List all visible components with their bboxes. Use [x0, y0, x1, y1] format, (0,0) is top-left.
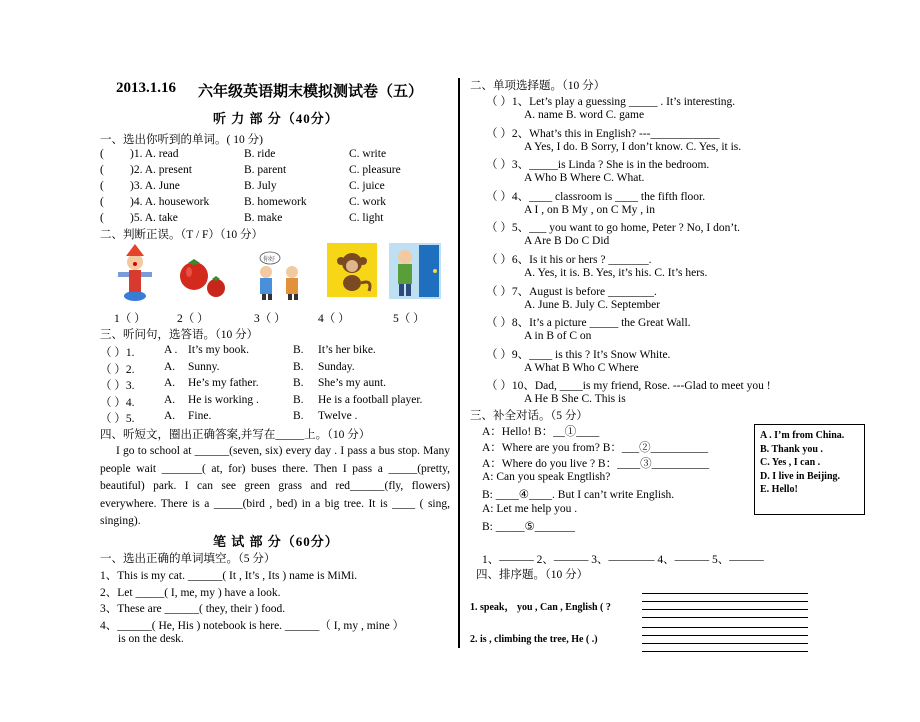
- write1-line: 4、______( He, His ) notebook is here. ______（ I, my , mine ）: [100, 619, 405, 632]
- dialog-answer-line: 1、——— 2、——— 3、———— 4、——— 5、———: [482, 554, 764, 566]
- mc-options: A I , on B My , on C My , in: [524, 203, 655, 216]
- listen3-cell: （ ）4.: [100, 396, 135, 409]
- dialog-option: C. Yes , I can .: [760, 457, 821, 468]
- write1-line: 3、These are ______( they, their ) food.: [100, 603, 286, 615]
- dialog-option: E. Hello!: [760, 484, 798, 495]
- listen3-cell: A.: [164, 410, 176, 422]
- listen1-cell: B. parent: [244, 164, 287, 176]
- listening-section-title: 听 力 部 分（40分）: [213, 111, 339, 126]
- speech-bubble-text: 你好: [263, 256, 276, 263]
- listen3-cell: B.: [293, 360, 304, 373]
- listen1-cell: )3. A. June: [130, 180, 180, 192]
- answer-line: [642, 593, 808, 594]
- listen3-cell: B.: [293, 393, 304, 406]
- mc-heading: 二、单项选择题。（10 分）: [470, 80, 606, 92]
- order-item-2: 2. is , climbing the tree, He ( .): [470, 634, 598, 645]
- listen1-cell: )5. A. take: [130, 212, 178, 224]
- listen3-cell: A.: [164, 393, 176, 406]
- answer-line: [642, 627, 808, 628]
- mc-question: （ ）1、Let’s play a guessing _____ . It’s interesting.: [486, 96, 736, 108]
- listen1-heading: 一、选出你听到的单词。( 10 分): [100, 134, 263, 146]
- tomatoes-picture: [176, 254, 232, 302]
- dialog-line: A: Let me help you .: [482, 503, 578, 515]
- listen1-cell: )4. A. housework: [130, 196, 210, 208]
- listen3-cell: B.: [293, 377, 304, 389]
- mc-options: A. name B. word C. game: [524, 109, 645, 121]
- mc-options: A He B She C. This is: [524, 393, 626, 406]
- listen1-cell: (: [100, 148, 104, 160]
- listen2-heading: 二、判断正误。（T / F）（10 分）: [100, 229, 264, 241]
- writing-section-title: 笔 试 部 分（60分）: [213, 534, 339, 549]
- clown-picture: [112, 244, 158, 302]
- listen1-cell: B. make: [244, 212, 283, 224]
- listen1-cell: C. write: [349, 148, 387, 160]
- answer-line: [642, 635, 808, 636]
- listen4-passage: I go to school at ______(seven, six) every day . I pass a bus stop. Many people wait _______( at, for) buses there. Then I pass a _____(pretty, beautiful) park. I can see green grass and red______(fly, flowers) everywhere. There is a _____(bird , bed) in a big tree. It is ____ ( sing, singing).: [100, 445, 450, 527]
- listen4-heading: 四、听短文，圈出正确答案,并写在_____上。（10 分）: [100, 429, 371, 441]
- listen1-cell: C. pleasure: [349, 164, 401, 176]
- listen1-cell: (: [100, 196, 104, 208]
- tf-answer-blank: 3（ ）: [254, 313, 286, 325]
- tf-answer-blank: 2（ ）: [177, 313, 209, 325]
- write1-heading: 一、选出正确的单词填空。（5 分）: [100, 553, 276, 565]
- answer-line: [642, 609, 808, 610]
- mc-question: （ ）3、_____is Linda ? She is in the bedroom.: [486, 159, 710, 172]
- listen1-cell: B. July: [244, 180, 277, 192]
- dialog-option: B. Thank you .: [760, 443, 823, 455]
- mc-options: A Yes, I do. B Sorry, I don’t know. C. Yes, it is.: [524, 140, 742, 153]
- mc-options: A Who B Where C. What.: [524, 172, 645, 185]
- listen3-cell: He is a football player.: [318, 393, 423, 406]
- write1-line: 2、Let _____( I, me, my ) have a look.: [100, 586, 281, 599]
- listen3-cell: Fine.: [188, 410, 212, 422]
- mc-options: A. June B. July C. September: [524, 298, 661, 311]
- listen3-cell: （ ）5.: [100, 413, 135, 425]
- listen3-cell: A .: [164, 344, 178, 356]
- mc-question: （ ）5、___ you want to go home, Peter ? No, I don’t.: [486, 222, 741, 235]
- boy-at-door-picture: [389, 243, 441, 299]
- listen3-cell: Sunny.: [188, 360, 220, 373]
- listen3-cell: （ ）2.: [100, 363, 135, 376]
- answer-line: [642, 643, 808, 644]
- listen3-cell: （ ）1.: [100, 347, 135, 359]
- mc-options: A. Yes, it is. B. Yes, it’s his. C. It’s hers.: [524, 267, 708, 279]
- dialog-line: B: ____④____. But I can’t write English.: [482, 489, 675, 501]
- answer-line: [642, 651, 808, 652]
- dialog-heading: 三、补全对话。（5 分）: [470, 410, 588, 422]
- tf-answer-blank: 1（ ）: [114, 313, 146, 325]
- dialog-line: B: _____⑤_______: [482, 521, 576, 533]
- mc-question: （ ）7、August is before ________.: [486, 285, 657, 298]
- listen3-cell: （ ）3.: [100, 380, 135, 392]
- answer-line: [642, 617, 808, 618]
- listen3-cell: A.: [164, 360, 176, 373]
- listen1-cell: )1. A. read: [130, 148, 179, 160]
- listen1-cell: C. juice: [349, 180, 385, 192]
- dialog-options-box: [754, 424, 865, 515]
- mc-question: （ ）10、Dad, ____is my friend, Rose. ---Glad to meet you !: [486, 380, 771, 393]
- listen1-cell: (: [100, 212, 104, 224]
- order-heading: 四、排序题。（10 分）: [476, 569, 589, 581]
- column-divider: [458, 78, 460, 648]
- mc-question: （ ）6、Is it his or hers ? _______.: [486, 254, 652, 266]
- dialog-line: A：Where are you from? B：___②__________: [482, 442, 709, 454]
- listen3-cell: It’s her bike.: [318, 344, 376, 356]
- listen3-cell: B.: [293, 410, 304, 422]
- listen1-cell: C. light: [349, 212, 384, 224]
- listen3-cell: B.: [293, 344, 304, 356]
- write1-line: is on the desk.: [118, 633, 184, 645]
- order-item-1: 1. speak， you , Can , English ( ?: [470, 602, 611, 613]
- mc-question: （ ）8、It’s a picture _____ the Great Wall.: [486, 317, 691, 330]
- listen3-cell: He is working .: [188, 393, 259, 406]
- tf-answer-blank: 4（ ）: [318, 313, 350, 325]
- listen1-cell: (: [100, 180, 104, 192]
- listen1-cell: )2. A. present: [130, 164, 192, 176]
- exam-title: 六年级英语期末模拟测试卷（五）: [198, 84, 424, 100]
- dialog-option: D. I live in Beijing.: [760, 470, 841, 482]
- mc-question: （ ）2、What’s this in English? ---____________: [486, 127, 720, 140]
- monkey-picture: [327, 243, 377, 297]
- listen1-cell: (: [100, 164, 104, 176]
- listen3-heading: 三、听问句，选答语。（10 分）: [100, 329, 259, 341]
- mc-options: A in B of C on: [524, 330, 592, 343]
- listen3-cell: Sunday.: [318, 360, 355, 373]
- exam-date: 2013.1.16: [116, 80, 176, 96]
- listen3-cell: A.: [164, 377, 176, 389]
- two-boys-picture: [248, 250, 312, 300]
- dialog-line: A：Where do you live ? B：____③__________: [482, 458, 710, 470]
- tf-answer-blank: 5（ ）: [393, 313, 425, 325]
- listen3-cell: He’s my father.: [188, 377, 259, 389]
- dialog-line: A: Can you speak Engtlish?: [482, 471, 611, 483]
- dialog-line: A：Hello! B：__①____: [482, 426, 600, 438]
- listen3-cell: It’s my book.: [188, 344, 250, 356]
- listen1-cell: B. homework: [244, 196, 307, 208]
- mc-question: （ ）4、____ classroom is ____ the fifth floor.: [486, 190, 706, 203]
- mc-question: （ ）9、____ is this ? It’s Snow White.: [486, 348, 671, 361]
- listen3-cell: She’s my aunt.: [318, 377, 387, 389]
- listen1-cell: C. work: [349, 196, 387, 208]
- mc-options: A Are B Do C Did: [524, 235, 610, 248]
- answer-line: [642, 601, 808, 602]
- dialog-option: A . I’m from China.: [760, 430, 845, 441]
- write1-line: 1、This is my cat. ______( It , It’s , Its ) name is MiMi.: [100, 570, 358, 582]
- listen3-cell: Twelve .: [318, 410, 358, 422]
- mc-options: A What B Who C Where: [524, 361, 639, 374]
- listen1-cell: B. ride: [244, 148, 276, 160]
